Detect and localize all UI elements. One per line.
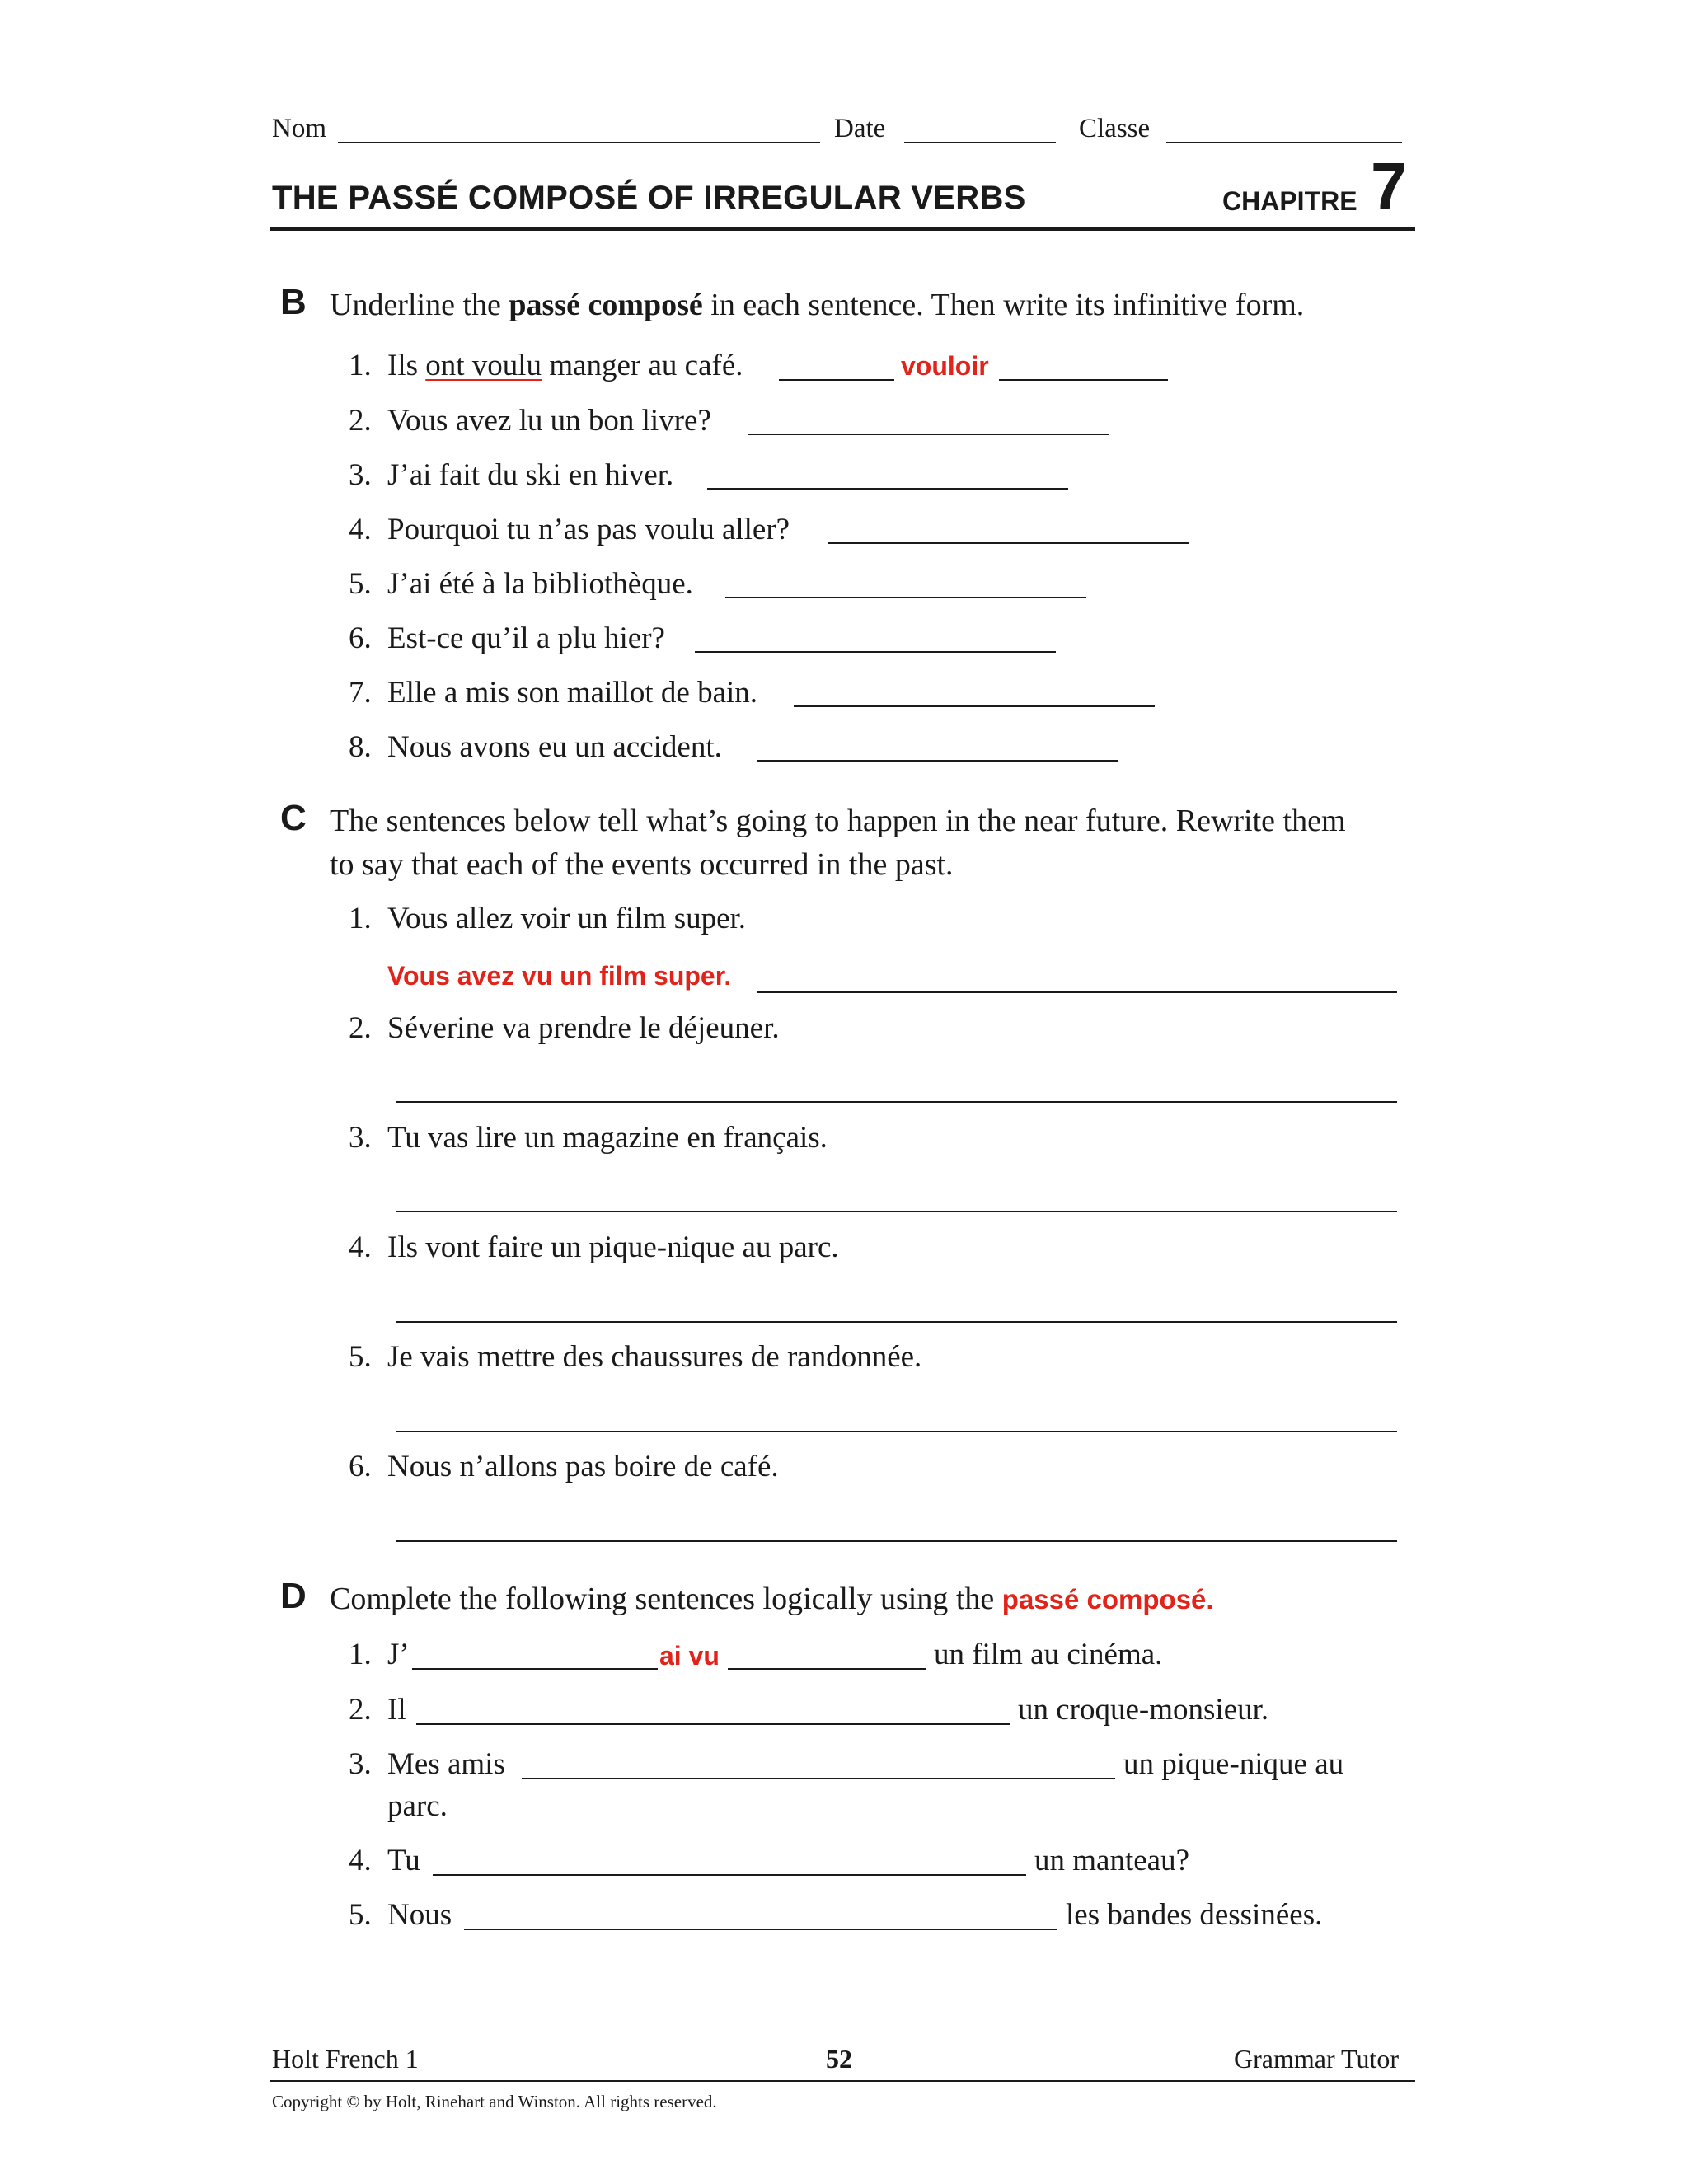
b-item-8-blank[interactable] [757, 760, 1118, 762]
classe-blank[interactable] [1166, 142, 1402, 143]
c-item-4-blank[interactable] [396, 1321, 1397, 1323]
b-item-5-blank[interactable] [725, 597, 1086, 598]
c-item-1-sentence: Vous allez voir un film super. [387, 902, 747, 935]
b-item-8-number: 8. [349, 730, 372, 764]
c-item-4-sentence: Ils vont faire un pique-nique au parc. [387, 1230, 839, 1264]
b-item-8-sentence: Nous avons eu un accident. [387, 730, 722, 764]
d-item-5-end: les bandes dessinées. [1066, 1898, 1323, 1932]
nom-label: Nom [272, 114, 326, 143]
c-item-1-blank[interactable] [757, 991, 1397, 993]
d-item-1-start: J’ [387, 1638, 410, 1671]
page-number: 52 [826, 2044, 852, 2074]
b-item-3-blank[interactable] [707, 488, 1068, 490]
b-item-6-number: 6. [349, 621, 372, 655]
chapter-word: CHAPITRE [1222, 186, 1357, 216]
b-item-6-blank[interactable] [695, 651, 1056, 653]
page-title: THE PASSÉ COMPOSÉ OF IRREGULAR VERBS [272, 180, 1026, 216]
d-item-1-number: 1. [349, 1638, 372, 1671]
c-item-3-sentence: Tu vas lire un magazine en français. [387, 1121, 828, 1155]
b-item-5-sentence: J’ai été à la bibliothèque. [387, 567, 693, 601]
c-item-5-sentence: Je vais mettre des chaussures de randonnée. [387, 1340, 922, 1374]
date-label: Date [834, 114, 886, 143]
footer-series: Grammar Tutor [1234, 2044, 1399, 2074]
footer-book-title: Holt French 1 [272, 2044, 419, 2074]
d-item-3-continuation: parc. [387, 1789, 448, 1823]
c-item-3-number: 3. [349, 1121, 372, 1155]
section-d-letter: D [280, 1576, 307, 1616]
d-item-4-number: 4. [349, 1844, 372, 1877]
section-c-letter: C [280, 798, 307, 838]
b-item-2-blank[interactable] [748, 434, 1109, 435]
footer-rule [270, 2080, 1415, 2082]
d-item-5-blank[interactable] [464, 1929, 1057, 1930]
c-item-1-answer: Vous avez vu un film super. [387, 961, 732, 991]
d-item-4-start: Tu [387, 1844, 420, 1877]
d-item-3-end: un pique-nique au [1123, 1747, 1344, 1781]
d-item-2-number: 2. [349, 1693, 372, 1727]
header-rule [270, 227, 1415, 231]
d-item-2-end: un croque-monsieur. [1018, 1693, 1269, 1727]
section-b-letter: B [280, 282, 307, 322]
b-item-3-number: 3. [349, 458, 372, 492]
section-d-instruction: Complete the following sentences logically using the passé composé. [330, 1582, 1214, 1616]
c-item-5-blank[interactable] [396, 1431, 1397, 1432]
b-item-2-number: 2. [349, 404, 372, 438]
d-item-2-start: Il [387, 1693, 406, 1727]
c-item-2-blank[interactable] [396, 1101, 1397, 1103]
classe-label: Classe [1079, 114, 1151, 143]
b-item-4-blank[interactable] [828, 542, 1189, 544]
d-item-3-number: 3. [349, 1747, 372, 1781]
b-item-1-blank-right[interactable] [999, 379, 1168, 381]
c-item-4-number: 4. [349, 1230, 372, 1264]
section-c-instruction-line2: to say that each of the events occurred in the past. [330, 847, 954, 882]
b-item-2-sentence: Vous avez lu un bon livre? [387, 404, 711, 438]
c-item-6-number: 6. [349, 1450, 372, 1483]
d-item-5-number: 5. [349, 1898, 372, 1932]
c-item-1-number: 1. [349, 902, 372, 935]
d-item-1-blank-left[interactable] [412, 1668, 658, 1670]
b-item-4-sentence: Pourquoi tu n’as pas voulu aller? [387, 513, 790, 546]
d-item-2-blank[interactable] [416, 1723, 1010, 1725]
c-item-5-number: 5. [349, 1340, 372, 1374]
b-item-7-number: 7. [349, 676, 372, 710]
chapter-number: 7 [1371, 149, 1408, 223]
b-item-5-number: 5. [349, 567, 372, 601]
copyright-notice: Copyright © by Holt, Rinehart and Winston. All rights reserved. [272, 2092, 717, 2111]
b-item-3-sentence: J’ai fait du ski en hiver. [387, 458, 674, 492]
c-item-6-blank[interactable] [396, 1540, 1397, 1542]
b-item-4-number: 4. [349, 513, 372, 546]
c-item-2-sentence: Séverine va prendre le déjeuner. [387, 1011, 780, 1045]
b-item-1-sentence: Ils ont voulu manger au café. [387, 349, 743, 382]
b-item-6-sentence: Est-ce qu’il a plu hier? [387, 621, 665, 655]
d-item-4-end: un manteau? [1034, 1844, 1189, 1877]
d-item-5-start: Nous [387, 1898, 452, 1932]
section-b-instruction: Underline the passé composé in each sentence. Then write its infinitive form. [330, 288, 1305, 322]
d-item-1-end: un film au cinéma. [934, 1638, 1163, 1671]
b-item-1-number: 1. [349, 349, 372, 382]
c-item-2-number: 2. [349, 1011, 372, 1045]
d-item-1-blank-right[interactable] [728, 1668, 926, 1670]
d-item-3-start: Mes amis [387, 1747, 505, 1781]
b-item-1-answer: vouloir [901, 351, 989, 381]
b-item-1-blank-left[interactable] [779, 379, 894, 381]
d-item-1-answer: ai vu [659, 1641, 720, 1671]
c-item-6-sentence: Nous n’allons pas boire de café. [387, 1450, 779, 1483]
nom-blank[interactable] [338, 142, 820, 143]
d-item-4-blank[interactable] [433, 1874, 1026, 1876]
c-item-3-blank[interactable] [396, 1211, 1397, 1212]
b-item-1-underlined: ont voulu [425, 349, 542, 382]
b-item-7-blank[interactable] [794, 705, 1155, 707]
section-c-instruction-line1: The sentences below tell what’s going to happen in the near future. Rewrite them [330, 804, 1346, 838]
date-blank[interactable] [904, 142, 1056, 143]
d-item-3-blank[interactable] [522, 1778, 1115, 1779]
b-item-7-sentence: Elle a mis son maillot de bain. [387, 676, 758, 710]
section-d-instruction-highlight: passé composé. [1001, 1584, 1214, 1615]
